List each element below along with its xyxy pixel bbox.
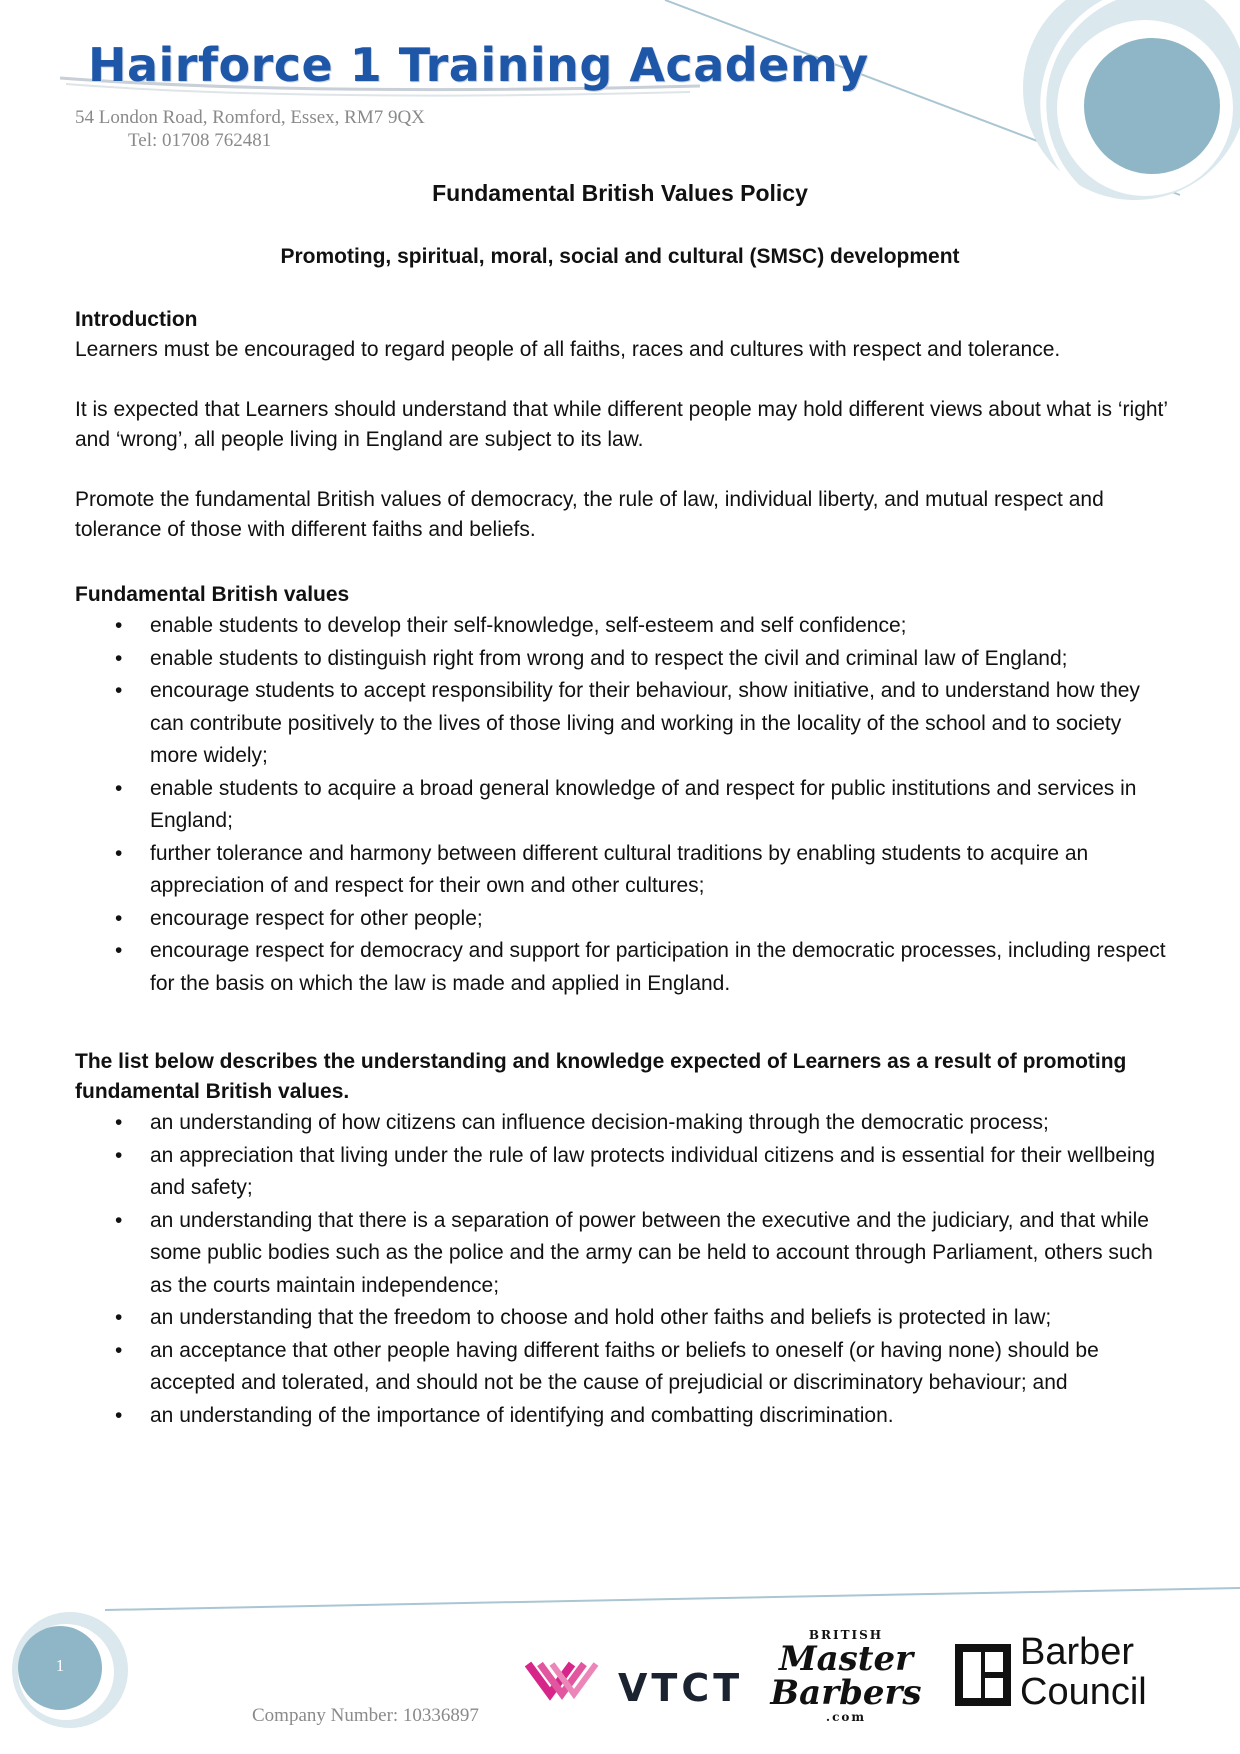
barber-council-logo-text — [1020, 1632, 1147, 1712]
expectations-list — [75, 1107, 1170, 1432]
expectations-heading: The list below describes the understanding and knowledge expected of Learners as a result of promoting fundamental British values. — [75, 1050, 1127, 1103]
page-number: 1 — [55, 1656, 65, 1675]
vtct-logo-text: VTCT — [618, 1666, 744, 1710]
bmb-suffix: .com — [825, 1710, 867, 1724]
address: 54 London Road, Romford, Essex, RM7 9QX — [75, 107, 425, 128]
header-decoration — [0, 0, 1240, 200]
barber-line2: Council — [1020, 1671, 1147, 1713]
bullet-icon: • — [115, 1338, 123, 1362]
list-item: • encourage respect for democracy and support for participation in the democratic processes, including respect for the basis on which the law is made and applied in England. — [75, 935, 1170, 1000]
list-item: • an appreciation that living under the rule of law protects individual citizens and is essential for their wellbeing and safety; — [75, 1140, 1170, 1205]
bullet-icon: • — [115, 841, 123, 865]
barber-line1: Barber — [1020, 1631, 1135, 1673]
list-item: • an understanding of the importance of identifying and combatting discrimination. — [75, 1400, 1170, 1433]
company-number: Company Number: 10336897 — [252, 1705, 479, 1726]
barber-council-mark — [955, 1644, 1011, 1706]
bullet-icon: • — [115, 1208, 123, 1232]
bullet-icon: • — [115, 1111, 123, 1134]
list-item: • enable students to acquire a broad general knowledge of and respect for public institutions and services in England; — [75, 773, 1170, 838]
bullet-icon: • — [115, 776, 123, 800]
phone-number: Tel: 01708 762481 — [128, 130, 272, 151]
list-item: • enable students to develop their self-knowledge, self-esteem and self confidence; — [75, 610, 1170, 643]
bullet-icon: • — [115, 1143, 123, 1167]
bullet-icon: • — [115, 1306, 123, 1329]
intro-paragraph: Promote the fundamental British values of democracy, the rule of law, individual liberty, and mutual respect and tolerance of those with different faiths and beliefs. — [75, 488, 1104, 541]
list-item: • further tolerance and harmony between different cultural traditions by enabling students to acquire an appreciation of and respect for their own and other cultures; — [75, 838, 1170, 903]
vtct-logo-mark — [528, 1664, 596, 1694]
academy-logo: Hairforce 1 Training Academy — [88, 38, 869, 92]
bmb-line2: Barbers — [770, 1673, 922, 1713]
bmb-line1: Master — [778, 1639, 914, 1679]
introduction-heading: Introduction — [75, 308, 198, 331]
list-item: • an understanding that the freedom to choose and hold other faiths and beliefs is protected in law; — [75, 1302, 1170, 1335]
bullet-icon: • — [115, 679, 123, 702]
bullet-icon: • — [115, 646, 123, 670]
bullet-icon: • — [115, 939, 123, 962]
bullet-icon: • — [115, 906, 123, 930]
bullet-icon: • — [115, 1403, 123, 1427]
values-section — [75, 580, 1170, 1000]
page-title: Fundamental British Values Policy — [432, 180, 808, 206]
list-item: • an understanding that there is a separation of power between the executive and the judiciary, and that while some public bodies such as the police and the army can be held to account through Parliament, others such as the courts maintain independence; — [75, 1205, 1170, 1303]
introduction-section — [75, 305, 1170, 545]
bullet-icon: • — [115, 614, 123, 637]
expectations-section — [75, 1047, 1170, 1432]
values-heading: Fundamental British values — [75, 583, 350, 606]
list-item: • enable students to distinguish right from wrong and to respect the civil and criminal law of England; — [75, 643, 1170, 676]
list-item: • encourage students to accept responsibility for their behaviour, show initiative, and to understand how they can contribute positively to the lives of those living and working in the locality of the school and to society more widely; — [75, 675, 1170, 773]
british-master-barbers-logo — [766, 1628, 926, 1724]
intro-paragraph: It is expected that Learners should understand that while different people may hold different views about what is ‘right’ and ‘wrong’, all people living in England are subject to its law. — [75, 398, 1168, 451]
list-item: • encourage respect for other people; — [75, 903, 1170, 936]
values-list — [75, 610, 1170, 1000]
intro-paragraph: Learners must be encouraged to regard people of all faiths, races and cultures with respect and tolerance. — [75, 338, 1061, 361]
list-item: • an acceptance that other people having different faiths or beliefs to oneself (or having none) should be accepted and tolerated, and should not be the cause of prejudicial or discriminatory behaviour; and — [75, 1335, 1170, 1400]
page-subtitle: Promoting, spiritual, moral, social and cultural (SMSC) development — [280, 245, 960, 268]
list-item: • an understanding of how citizens can influence decision-making through the democratic process; — [75, 1107, 1170, 1140]
bmb-small-text: BRITISH — [808, 1628, 884, 1642]
